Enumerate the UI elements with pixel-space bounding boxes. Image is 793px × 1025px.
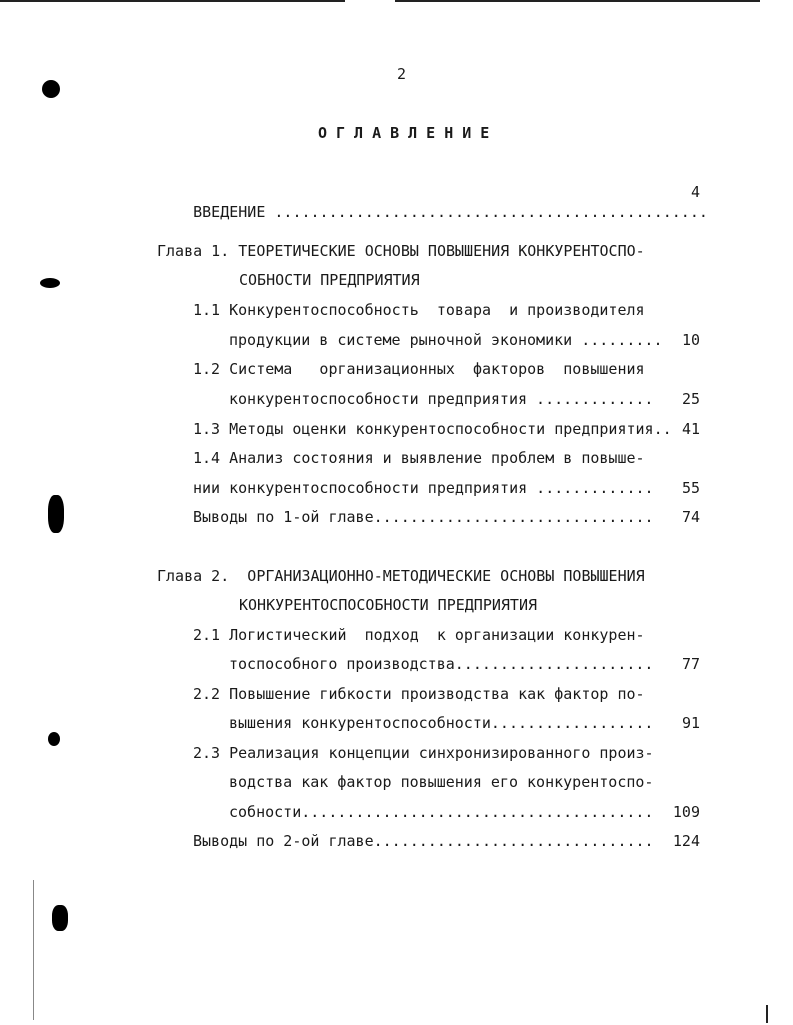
toc-entry-intro xyxy=(157,182,708,242)
toc-section-1-4-line-2: нии конкурентоспособности предприятия ............. xyxy=(193,479,654,497)
toc-section-1-2-line-2: конкурентоспособности предприятия ............. xyxy=(229,390,654,408)
toc-entry-intro-label: ВВЕДЕНИЕ xyxy=(193,203,266,221)
toc-section-1-3-line-1: 1.3 Методы оценки конкурентоспособности предприятия.. xyxy=(193,420,672,438)
toc-chapter-1-summary: Выводы по 1-ой главе............................... xyxy=(193,508,654,526)
toc-section-1-4-line-1: 1.4 Анализ состояния и выявление проблем в повыше- xyxy=(193,449,645,467)
toc-section-2-3-line-1: 2.3 Реализация концепции синхронизированного произ- xyxy=(193,744,654,762)
toc-section-2-2-line-1: 2.2 Повышение гибкости производства как фактор по- xyxy=(193,685,645,703)
chapter-1-heading-line-2: СОБНОСТИ ПРЕДПРИЯТИЯ xyxy=(239,271,420,289)
toc-section-1-2-line-1: 1.2 Система организационных факторов повышения xyxy=(193,360,645,378)
hole-punch-blot-1 xyxy=(42,80,60,98)
toc-section-2-3-page: 109 xyxy=(672,803,700,821)
toc-section-2-2-line-2: вышения конкурентоспособности.................. xyxy=(229,714,654,732)
page-title: ОГЛАВЛЕНИЕ xyxy=(318,124,499,142)
toc-section-1-1-line-1: 1.1 Конкурентоспособность товара и производителя xyxy=(193,301,645,319)
toc-chapter-1-summary-page: 74 xyxy=(681,508,700,526)
toc-section-1-4-page: 55 xyxy=(681,479,700,497)
toc-section-2-3-line-2: водства как фактор повышения его конкурентоспо- xyxy=(229,773,654,791)
hole-punch-blot-4 xyxy=(48,732,60,746)
toc-section-1-3-page: 41 xyxy=(681,420,700,438)
scan-top-line-right xyxy=(395,0,760,2)
hole-punch-blot-3 xyxy=(48,495,64,533)
toc-chapter-2-summary: Выводы по 2-ой главе............................... xyxy=(193,832,654,850)
hole-punch-blot-5 xyxy=(52,905,68,931)
toc-section-1-2-page: 25 xyxy=(681,390,700,408)
toc-section-1-1-page: 10 xyxy=(681,331,700,349)
chapter-2-heading-line-1: Глава 2. ОРГАНИЗАЦИОННО-МЕТОДИЧЕСКИЕ ОСНОВЫ ПОВЫШЕНИЯ xyxy=(157,567,645,585)
toc-entry-intro-page: 4 xyxy=(690,183,700,201)
chapter-2-heading-line-2: КОНКУРЕНТОСПОСОБНОСТИ ПРЕДПРИЯТИЯ xyxy=(239,596,538,614)
scan-right-edge-line xyxy=(766,1005,768,1023)
page-number: 2 xyxy=(397,65,407,83)
toc-chapter-2-summary-page: 124 xyxy=(672,832,700,850)
toc-section-2-1-page: 77 xyxy=(681,655,700,673)
scan-top-line-left xyxy=(0,0,345,2)
toc-section-2-1-line-2: тоспособного производства...................... xyxy=(229,655,654,673)
scan-left-edge-line xyxy=(33,880,34,1020)
toc-section-2-3-line-3: собности....................................... xyxy=(229,803,654,821)
toc-section-2-1-line-1: 2.1 Логистический подход к организации конкурен- xyxy=(193,626,645,644)
toc-entry-intro-dots: ................................................ xyxy=(274,203,708,221)
toc-section-2-2-page: 91 xyxy=(681,714,700,732)
hole-punch-blot-2 xyxy=(40,278,60,288)
chapter-1-heading-line-1: Глава 1. ТЕОРЕТИЧЕСКИЕ ОСНОВЫ ПОВЫШЕНИЯ КОНКУРЕНТОСПО- xyxy=(157,242,645,260)
toc-section-1-1-line-2: продукции в системе рыночной экономики ......... xyxy=(229,331,663,349)
